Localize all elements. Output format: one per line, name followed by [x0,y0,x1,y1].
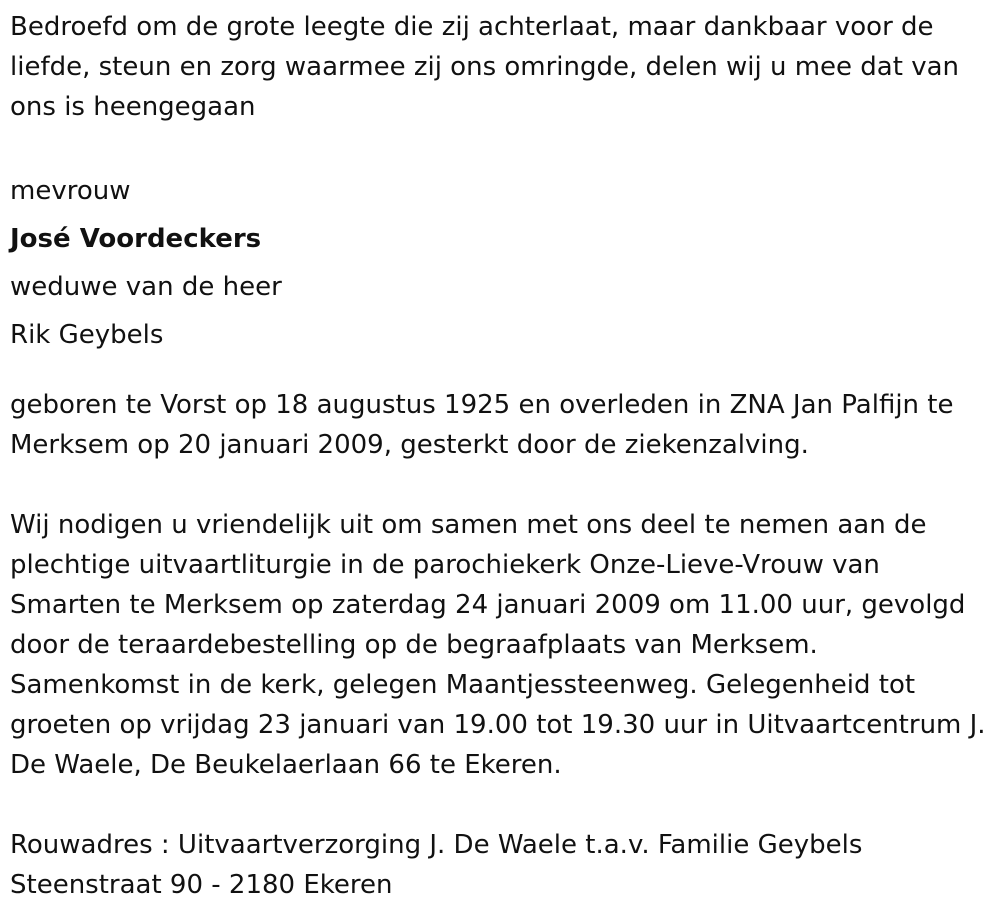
deceased-name: José Voordeckers [10,224,262,254]
address-line-1: Rouwadres : Uitvaartverzorging J. De Waele t.a.v. Familie Geybels [10,830,863,860]
spacer [10,359,990,385]
spacer [10,465,990,505]
spouse-name: Rik Geybels [10,320,164,350]
invitation-paragraph: Wij nodigen u vriendelijk uit om samen met ons deel te nemen aan de plechtige uitvaartliturgie in de parochiekerk Onze-Lieve-Vrouw van Smarten te Merksem op zaterdag 24 januari 2009 om 11.00 uur, gevolgd door de teraardebestelling op de begraafplaats van Merksem. Samenkomst in de kerk, gelegen Maantjessteenweg. Gelegenheid tot groeten op vrijdag 23 januari van 19.00 tot 19.30 uur in Uitvaartcentrum J. De Waele, De Beukelaerlaan 66 te Ekeren. [10,510,986,780]
relation-text: weduwe van de heer [10,272,282,302]
spacer [10,785,990,825]
title-text: mevrouw [10,176,131,206]
address-line-2: Steenstraat 90 - 2180 Ekeren [10,870,393,900]
birth-death-paragraph: geboren te Vorst op 18 augustus 1925 en overleden in ZNA Jan Palfijn te Merksem op 20 januari 2009, gesterkt door de ziekenzalving. [10,390,954,460]
spacer [10,127,990,167]
intro-paragraph: Bedroefd om de grote leegte die zij achterlaat, maar dankbaar voor de liefde, steun en zorg waarmee zij ons omringde, delen wij u mee dat van ons is heengegaan [10,12,959,122]
